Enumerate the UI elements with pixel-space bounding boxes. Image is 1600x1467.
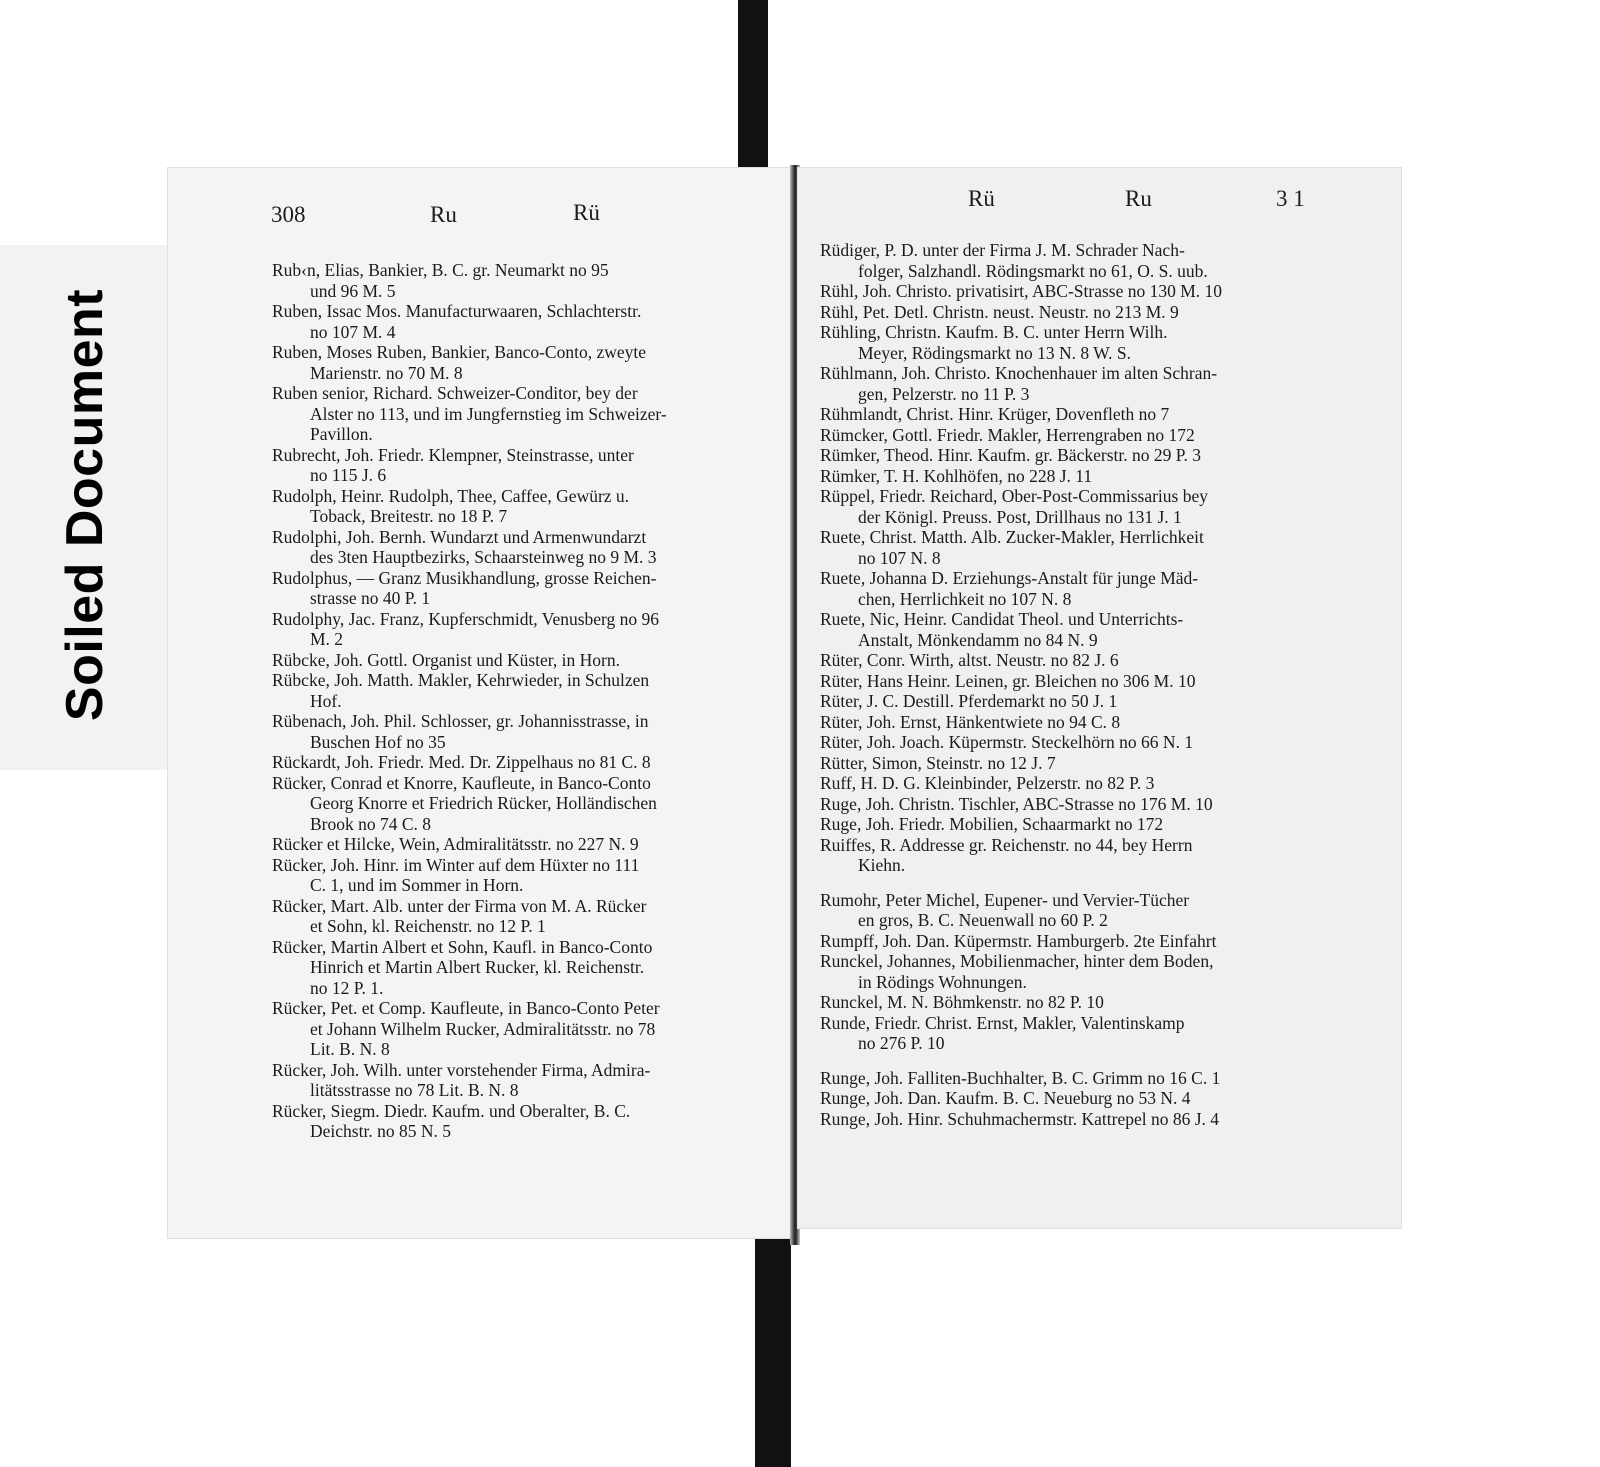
- directory-entry: [820, 486, 1325, 527]
- directory-entry: [820, 773, 1325, 794]
- directory-entries: [272, 260, 772, 1142]
- entry-line: Rumpff, Joh. Dan. Küpermstr. Hamburgerb. 2te Einfahrt: [820, 930, 1217, 951]
- entry-continuation-line: Hof.: [310, 690, 342, 711]
- entry-line: Rübenach, Joh. Phil. Schlosser, gr. Johannisstrasse, in: [272, 711, 649, 731]
- entry-line: Ruete, Johanna D. Erziehungs-Anstalt für junge Mäd-: [820, 568, 1199, 588]
- entry-continuation-line: no 115 J. 6: [310, 465, 387, 485]
- directory-entry: [272, 896, 772, 937]
- entry-line: Rückardt, Joh. Friedr. Med. Dr. Zippelhaus no 81 C. 8: [272, 752, 651, 772]
- entry-line: Runge, Joh. Dan. Kaufm. B. C. Neueburg no 53 N. 4: [820, 1088, 1191, 1108]
- entry-line: Ruiffes, R. Addresse gr. Reichenstr. no 44, bey Herrn: [820, 834, 1193, 855]
- directory-entry: [272, 383, 772, 445]
- entry-line: Rüppel, Friedr. Reichard, Ober-Post-Commissarius bey: [820, 486, 1208, 506]
- directory-entry: [820, 527, 1325, 568]
- entry-continuation-line: et Johann Wilhelm Rucker, Admiralitätsstr. no 78: [310, 1018, 656, 1039]
- entry-continuation-line: Toback, Breitestr. no 18 P. 7: [310, 506, 508, 526]
- entry-line: Rütter, Simon, Steinstr. no 12 J. 7: [820, 752, 1056, 773]
- directory-entry: [820, 404, 1325, 425]
- right-page: [798, 168, 1401, 1228]
- entry-line: Rümcker, Gottl. Friedr. Makler, Herrengraben no 172: [820, 424, 1195, 445]
- binder-clip-top: [738, 0, 768, 170]
- entry-line: Rücker, Siegm. Diedr. Kaufm. und Oberalter, B. C.: [272, 1100, 631, 1121]
- directory-entry: [820, 322, 1325, 363]
- directory-entry: [820, 671, 1325, 692]
- directory-entry: [820, 931, 1325, 952]
- entry-line: Rücker, Conrad et Knorre, Kaufleute, in Banco-Conto: [272, 772, 651, 793]
- entry-continuation-line: der Königl. Preuss. Post, Drillhaus no 131 J. 1: [858, 506, 1182, 527]
- page-number: 3 1: [1276, 186, 1305, 211]
- directory-entry: [820, 425, 1325, 446]
- entry-line: Rühl, Joh. Christo. privatisirt, ABC-Strasse no 130 M. 10: [820, 281, 1223, 301]
- directory-entry: [820, 281, 1325, 302]
- entry-line: Runge, Joh. Hinr. Schuhmachermstr. Kattrepel no 86 J. 4: [820, 1108, 1220, 1129]
- entry-continuation-line: und 96 M. 5: [310, 280, 396, 301]
- entry-line: Rudolphus, — Granz Musikhandlung, grosse Reichen-: [272, 567, 657, 588]
- directory-entry: [820, 568, 1325, 609]
- entry-line: Rüter, J. C. Destill. Pferdemarkt no 50 J. 1: [820, 691, 1118, 711]
- directory-entry: [272, 527, 772, 568]
- entry-continuation-line: Meyer, Rödingsmarkt no 13 N. 8 W. S.: [858, 342, 1131, 363]
- entry-line: Rüter, Joh. Ernst, Hänkentwiete no 94 C. 8: [820, 711, 1121, 732]
- directory-entry: [820, 732, 1325, 753]
- entry-line: Rüter, Joh. Joach. Küpermstr. Steckelhörn no 66 N. 1: [820, 732, 1194, 752]
- directory-entry: [820, 753, 1325, 774]
- entry-line: Rub‹n, Elias, Bankier, B. C. gr. Neumarkt no 95: [272, 260, 609, 280]
- directory-entry: [820, 1068, 1325, 1089]
- entry-line: Rühl, Pet. Detl. Christn. neust. Neustr. no 213 M. 9: [820, 301, 1179, 322]
- entry-continuation-line: M. 2: [310, 629, 344, 649]
- directory-entry: [272, 301, 772, 342]
- section-gap: [820, 1054, 1325, 1068]
- entry-continuation-line: Deichstr. no 85 N. 5: [310, 1121, 451, 1141]
- directory-entry: [820, 890, 1325, 931]
- directory-entry: [820, 992, 1325, 1013]
- directory-entry: [820, 302, 1325, 323]
- directory-entry: [272, 342, 772, 383]
- running-head: Rü: [573, 200, 600, 225]
- directory-entry: [272, 650, 772, 671]
- entry-line: Ruff, H. D. G. Kleinbinder, Pelzerstr. no 82 P. 3: [820, 773, 1155, 793]
- entry-line: Rücker et Hilcke, Wein, Admiralitätsstr. no 227 N. 9: [272, 834, 639, 854]
- directory-entry: [820, 794, 1325, 815]
- directory-entry: [820, 445, 1325, 466]
- soiled-document-stamp: [40, 250, 130, 760]
- running-head: Ru: [1125, 186, 1152, 211]
- directory-entry: [820, 951, 1325, 992]
- entry-continuation-line: in Rödings Wohnungen.: [858, 971, 1027, 992]
- running-head: Ru: [430, 202, 457, 227]
- entry-line: Rubrecht, Joh. Friedr. Klempner, Steinstrasse, unter: [272, 444, 634, 465]
- entry-continuation-line: folger, Salzhandl. Rödingsmarkt no 61, O. S. uub.: [858, 260, 1208, 281]
- directory-entry: [272, 1101, 772, 1142]
- entry-continuation-line: strasse no 40 P. 1: [310, 588, 431, 608]
- entry-continuation-line: Buschen Hof no 35: [310, 731, 446, 752]
- entry-line: Rücker, Pet. et Comp. Kaufleute, in Banco-Conto Peter: [272, 998, 660, 1018]
- entry-line: Rühling, Christn. Kaufm. B. C. unter Herrn Wilh.: [820, 322, 1168, 342]
- entry-line: Rüter, Conr. Wirth, altst. Neustr. no 82 J. 6: [820, 650, 1119, 670]
- entry-continuation-line: Anstalt, Mönkendamm no 84 N. 9: [858, 629, 1098, 650]
- directory-entry: [272, 1060, 772, 1101]
- directory-entry: [272, 670, 772, 711]
- entry-continuation-line: Georg Knorre et Friedrich Rücker, Holländischen: [310, 793, 657, 813]
- directory-entry: [820, 1109, 1325, 1130]
- entry-continuation-line: no 107 N. 8: [858, 547, 941, 568]
- directory-entry: [820, 814, 1325, 835]
- entry-continuation-line: no 12 P. 1.: [310, 977, 384, 998]
- directory-entry: [820, 1088, 1325, 1109]
- directory-entry: [272, 773, 772, 835]
- entry-continuation-line: litätsstrasse no 78 Lit. B. N. 8: [310, 1080, 519, 1100]
- directory-entry: [272, 568, 772, 609]
- directory-entry: [820, 363, 1325, 404]
- entry-line: Rudolph, Heinr. Rudolph, Thee, Caffee, Gewürz u.: [272, 485, 630, 506]
- directory-entry: [272, 937, 772, 999]
- entry-continuation-line: Alster no 113, und im Jungfernstieg im Schweizer-: [310, 403, 667, 424]
- entry-line: Runckel, Johannes, Mobilienmacher, hinter dem Boden,: [820, 951, 1214, 971]
- left-page: [168, 168, 793, 1238]
- running-head: Rü: [968, 186, 995, 211]
- entry-line: Rüdiger, P. D. unter der Firma J. M. Schrader Nach-: [820, 240, 1185, 260]
- entry-line: Rühmlandt, Christ. Hinr. Krüger, Dovenfleth no 7: [820, 404, 1170, 424]
- entry-line: Ruben, Issac Mos. Manufacturwaaren, Schlachterstr.: [272, 301, 642, 321]
- directory-entry: [820, 466, 1325, 487]
- entry-line: Runde, Friedr. Christ. Ernst, Makler, Valentinskamp: [820, 1012, 1185, 1033]
- directory-entries: [820, 240, 1325, 1129]
- entry-line: Rüter, Hans Heinr. Leinen, gr. Bleichen no 306 M. 10: [820, 670, 1196, 691]
- binder-clip-bottom: [755, 1225, 791, 1467]
- entry-continuation-line: Kiehn.: [858, 855, 906, 875]
- entry-continuation-line: Pavillon.: [310, 424, 373, 444]
- stamp-text: Soiled Document: [56, 288, 114, 722]
- directory-entry: [272, 711, 772, 752]
- entry-continuation-line: Brook no 74 C. 8: [310, 813, 432, 834]
- directory-entry: [820, 240, 1325, 281]
- entry-continuation-line: en gros, B. C. Neuenwall no 60 P. 2: [858, 910, 1108, 930]
- directory-entry: [272, 834, 772, 855]
- entry-line: Rudolphi, Joh. Bernh. Wundarzt und Armenwundarzt: [272, 526, 647, 547]
- section-gap: [820, 876, 1325, 890]
- entry-continuation-line: Hinrich et Martin Albert Rucker, kl. Reichenstr.: [310, 957, 645, 977]
- directory-entry: [820, 712, 1325, 733]
- entry-line: Ruete, Nic, Heinr. Candidat Theol. und Unterrichts-: [820, 609, 1184, 629]
- entry-continuation-line: Lit. B. N. 8: [310, 1039, 390, 1059]
- entry-continuation-line: chen, Herrlichkeit no 107 N. 8: [858, 588, 1072, 609]
- directory-entry: [820, 691, 1325, 712]
- entry-continuation-line: C. 1, und im Sommer in Horn.: [310, 875, 524, 895]
- entry-line: Rücker, Martin Albert et Sohn, Kaufl. in Banco-Conto: [272, 936, 653, 957]
- entry-continuation-line: no 107 M. 4: [310, 321, 396, 342]
- entry-line: Ruge, Joh. Christn. Tischler, ABC-Strasse no 176 M. 10: [820, 793, 1213, 814]
- entry-line: Rücker, Joh. Wilh. unter vorstehender Firma, Admira-: [272, 1059, 651, 1080]
- entry-continuation-line: des 3ten Hauptbezirks, Schaarsteinweg no 9 M. 3: [310, 547, 657, 567]
- entry-line: Runge, Joh. Falliten-Buchhalter, B. C. Grimm no 16 C. 1: [820, 1067, 1221, 1088]
- directory-entry: [272, 260, 772, 301]
- entry-line: Rühlmann, Joh. Christo. Knochenhauer im alten Schran-: [820, 363, 1218, 383]
- entry-line: Runckel, M. N. Böhmkenstr. no 82 P. 10: [820, 992, 1104, 1012]
- directory-entry: [272, 998, 772, 1060]
- entry-line: Ruben senior, Richard. Schweizer-Conditor, bey der: [272, 383, 638, 403]
- directory-entry: [272, 486, 772, 527]
- directory-entry: [820, 650, 1325, 671]
- entry-continuation-line: no 276 P. 10: [858, 1033, 945, 1053]
- entry-continuation-line: Marienstr. no 70 M. 8: [310, 362, 463, 383]
- entry-line: Rübcke, Joh. Matth. Makler, Kehrwieder, in Schulzen: [272, 670, 650, 690]
- entry-line: Rumohr, Peter Michel, Eupener- und Vervier-Tücher: [820, 889, 1190, 910]
- page-number: 308: [271, 202, 306, 227]
- entry-line: Rücker, Mart. Alb. unter der Firma von M. A. Rücker: [272, 895, 647, 916]
- entry-continuation-line: gen, Pelzerstr. no 11 P. 3: [858, 383, 1030, 404]
- entry-line: Ruete, Christ. Matth. Alb. Zucker-Makler, Herrlichkeit: [820, 527, 1204, 547]
- entry-line: Rübcke, Joh. Gottl. Organist und Küster, in Horn.: [272, 649, 620, 670]
- directory-entry: [272, 855, 772, 896]
- directory-entry: [272, 445, 772, 486]
- directory-entry: [272, 752, 772, 773]
- entry-line: Rücker, Joh. Hinr. im Winter auf dem Hüxter no 111: [272, 854, 640, 875]
- entry-line: Rümker, Theod. Hinr. Kaufm. gr. Bäckerstr. no 29 P. 3: [820, 445, 1202, 465]
- directory-entry: [820, 835, 1325, 876]
- entry-continuation-line: et Sohn, kl. Reichenstr. no 12 P. 1: [310, 916, 546, 936]
- entry-line: Ruge, Joh. Friedr. Mobilien, Schaarmarkt no 172: [820, 814, 1164, 834]
- entry-line: Rudolphy, Jac. Franz, Kupferschmidt, Venusberg no 96: [272, 608, 660, 629]
- directory-entry: [272, 609, 772, 650]
- entry-line: Rümker, T. H. Kohlhöfen, no 228 J. 11: [820, 465, 1093, 486]
- entry-line: Ruben, Moses Ruben, Bankier, Banco-Conto, zweyte: [272, 342, 647, 362]
- directory-entry: [820, 609, 1325, 650]
- directory-entry: [820, 1013, 1325, 1054]
